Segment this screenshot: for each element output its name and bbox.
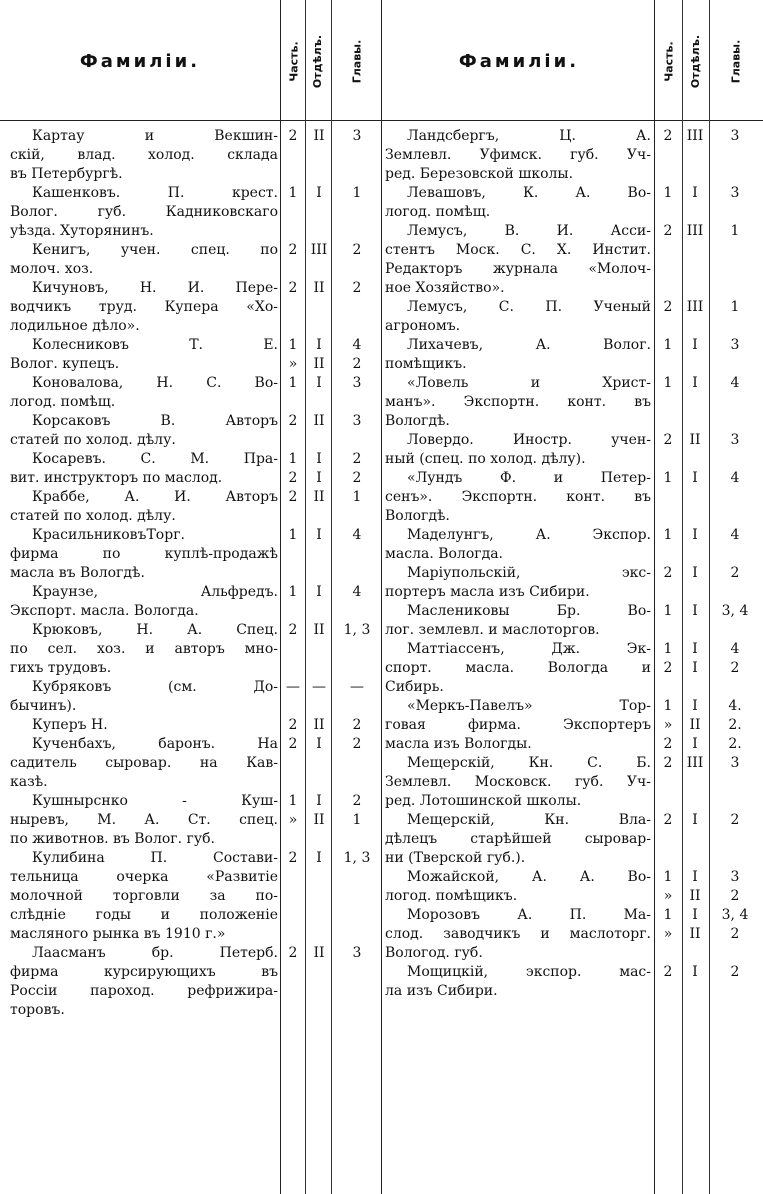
entry-text-line: Вологдѣ. bbox=[385, 508, 450, 524]
entry-text-line: водчикъ труд. Купера «Хо- bbox=[10, 299, 278, 315]
chapter-number: — bbox=[350, 679, 364, 695]
left-entry bbox=[10, 412, 362, 450]
dept-number: I bbox=[316, 527, 322, 543]
chapter-number: 1 bbox=[730, 223, 740, 239]
right-entry bbox=[385, 222, 740, 298]
entry-text-line: фирма по куплѣ-продажѣ bbox=[10, 546, 278, 562]
dept-number: II bbox=[313, 413, 325, 429]
entry-text-line: логод. помѣщ. bbox=[10, 394, 116, 410]
entry-text-line: портеръ масла изъ Сибири. bbox=[385, 584, 590, 600]
chapter-number: 1 bbox=[352, 489, 362, 505]
entry-text-line: Кичуновъ, Н. И. Пере- bbox=[32, 280, 278, 296]
left-entry bbox=[10, 184, 362, 241]
left-entry bbox=[10, 526, 362, 583]
entry-text-line: торовъ. bbox=[10, 1002, 65, 1018]
chapter-number: 2 bbox=[352, 470, 362, 486]
part-number: 2 bbox=[663, 964, 673, 980]
entry-text-line: Маслениковы Бр. Во- bbox=[407, 603, 651, 619]
left-chapter-header-text: Главы. bbox=[350, 39, 364, 83]
entry-text-line: ни (Тверской губ.). bbox=[385, 850, 526, 866]
left-dept-header bbox=[306, 5, 330, 117]
entry-text-line: молочной торговли за по- bbox=[10, 888, 278, 904]
entry-text-line: Косаревъ. С. М. Пра- bbox=[32, 451, 278, 467]
part-number: 2 bbox=[663, 565, 673, 581]
chapter-number: 2. bbox=[728, 736, 742, 752]
right-entry bbox=[385, 640, 740, 697]
entry-text-line: Краунзе, Альфредъ. bbox=[32, 584, 278, 600]
entry-text-line: масла въ Вологдѣ. bbox=[10, 565, 145, 581]
dept-number: I bbox=[316, 451, 322, 467]
chapter-number: 2. bbox=[728, 717, 742, 733]
right-part-header-text: Часть. bbox=[662, 40, 676, 82]
right-part-header bbox=[656, 5, 682, 117]
entry-text-line: помѣщикъ. bbox=[385, 356, 467, 372]
dept-number: I bbox=[692, 337, 698, 353]
part-number: 1 bbox=[663, 907, 673, 923]
part-number: 1 bbox=[663, 869, 673, 885]
entry-text-line: бычинъ). bbox=[10, 698, 77, 714]
part-number: 2 bbox=[663, 299, 673, 315]
left-entry bbox=[10, 127, 362, 184]
dept-number: I bbox=[316, 470, 322, 486]
left-entry bbox=[10, 583, 362, 621]
entry-text-line: слод. заводчикъ и маслоторг. bbox=[385, 926, 651, 942]
entry-text-line: Лихачевъ, А. Волог. bbox=[407, 337, 651, 353]
dept-number: II bbox=[313, 812, 325, 828]
part-number: 2 bbox=[288, 128, 298, 144]
left-entry bbox=[10, 678, 364, 716]
right-entry bbox=[385, 127, 740, 184]
left-part-header bbox=[283, 5, 305, 117]
entry-text-line: въ Петербургѣ. bbox=[10, 166, 123, 182]
dept-number: II bbox=[313, 717, 325, 733]
entry-text-line: Морозовъ А. П. Ма- bbox=[407, 907, 651, 923]
left-part-header-text: Часть. bbox=[287, 40, 301, 82]
chapter-number: 1 bbox=[352, 185, 362, 201]
chapter-number: 3, 4 bbox=[721, 907, 749, 923]
part-number: » bbox=[288, 356, 298, 372]
dept-number: I bbox=[316, 584, 322, 600]
dept-number: II bbox=[689, 717, 701, 733]
dept-number: I bbox=[316, 185, 322, 201]
chapter-number: 3 bbox=[352, 128, 362, 144]
entry-text-line: Маттіассенъ, Дж. Эк- bbox=[407, 641, 651, 657]
dept-number: II bbox=[313, 622, 325, 638]
left-name-header-text: Фамиліи. bbox=[79, 50, 201, 72]
entry-text-line: садитель сыровар. на Кав- bbox=[10, 755, 278, 771]
right-dept-header bbox=[683, 5, 709, 117]
right-entry bbox=[385, 336, 740, 374]
entry-text-line: Маріупольскій, экс- bbox=[407, 565, 651, 581]
rule-right-dept bbox=[709, 0, 710, 1194]
dept-number: I bbox=[692, 869, 698, 885]
dept-number: I bbox=[692, 812, 698, 828]
chapter-number: 2 bbox=[352, 451, 362, 467]
dept-number: I bbox=[692, 603, 698, 619]
right-entry bbox=[385, 963, 740, 1001]
part-number: » bbox=[663, 888, 673, 904]
entry-text-line: Кушнырснко - Куш- bbox=[32, 793, 278, 809]
entry-text-line: Землевл. Московск. губ. Уч- bbox=[385, 774, 651, 790]
part-number: 1 bbox=[663, 527, 673, 543]
entry-text-line: ное Хозяйство». bbox=[385, 280, 505, 296]
dept-number: I bbox=[692, 565, 698, 581]
left-entry bbox=[10, 792, 362, 849]
dept-number: I bbox=[692, 660, 698, 676]
entry-text-line: лодильное дѣло». bbox=[10, 318, 140, 334]
part-number: » bbox=[288, 812, 298, 828]
left-entry bbox=[10, 488, 362, 526]
entry-text-line: Мещерскій, Кн. С. Б. bbox=[407, 755, 651, 771]
part-number: 1 bbox=[663, 603, 673, 619]
entry-text-line: казѣ. bbox=[10, 774, 48, 790]
entry-text-line: ред. Лотошинской школы. bbox=[385, 793, 582, 809]
entry-text-line: Маделунгъ, А. Экспор. bbox=[407, 527, 651, 543]
entry-text-line: манъ». Экспортн. конт. въ bbox=[385, 394, 651, 410]
right-entry bbox=[385, 431, 740, 469]
entry-text-line: молоч. хоз. bbox=[10, 261, 94, 277]
entry-text-line: сенъ». Экспортн. конт. въ bbox=[385, 489, 651, 505]
dept-number: I bbox=[692, 964, 698, 980]
entry-text-line: масляного рынка въ 1910 г.» bbox=[10, 926, 226, 942]
part-number: 2 bbox=[663, 128, 673, 144]
entry-text-line: скій, влад. холод. склада bbox=[10, 147, 278, 163]
chapter-number: 2 bbox=[352, 356, 362, 372]
entry-text-line: Ловердо. Иностр. учен- bbox=[407, 432, 651, 448]
left-entry bbox=[10, 735, 362, 792]
dept-number: II bbox=[313, 128, 325, 144]
dept-number: II bbox=[689, 432, 701, 448]
entry-text-line: Кулибина П. Состави- bbox=[32, 850, 278, 866]
chapter-number: 4 bbox=[730, 527, 740, 543]
entry-text-line: Можайской, А. А. Во- bbox=[407, 869, 651, 885]
dept-number: I bbox=[692, 185, 698, 201]
entry-text-line: Редакторъ журнала «Молоч- bbox=[385, 261, 651, 277]
entry-text-line: ла изъ Сибири. bbox=[385, 983, 498, 999]
dept-number: II bbox=[313, 356, 325, 372]
dept-number: III bbox=[686, 128, 704, 144]
dept-number: III bbox=[686, 755, 704, 771]
left-entry bbox=[10, 374, 362, 412]
entry-text-line: Картау и Векшин- bbox=[32, 128, 278, 144]
part-number: 1 bbox=[288, 337, 298, 353]
entry-text-line: Кенигъ, учен. спец. по bbox=[32, 242, 278, 258]
chapter-number: 2 bbox=[352, 280, 362, 296]
dept-number: II bbox=[313, 280, 325, 296]
part-number: 1 bbox=[288, 527, 298, 543]
chapter-number: 2 bbox=[730, 565, 740, 581]
chapter-number: 1, 3 bbox=[343, 622, 371, 638]
part-number: 2 bbox=[663, 812, 673, 828]
entry-text-line: ред. Березовской школы. bbox=[385, 166, 574, 182]
part-number: 2 bbox=[288, 945, 298, 961]
dept-number: III bbox=[310, 242, 328, 258]
entry-text-line: Кубряковъ (см. До- bbox=[32, 679, 278, 695]
chapter-number: 1 bbox=[730, 299, 740, 315]
entry-text-line: вит. инструкторъ по маслод. bbox=[10, 470, 223, 486]
dept-number: III bbox=[686, 223, 704, 239]
entry-text-line: Вологдѣ. bbox=[385, 413, 450, 429]
right-chapter-header bbox=[712, 5, 760, 117]
left-entry bbox=[10, 336, 362, 374]
left-entry bbox=[10, 716, 362, 735]
chapter-number: 3 bbox=[730, 432, 740, 448]
chapter-number: 3 bbox=[730, 128, 740, 144]
right-dept-header-text: Отдѣлъ. bbox=[689, 34, 703, 88]
entry-text-line: статей по холод. дѣлу. bbox=[10, 508, 176, 524]
entry-text-line: Коновалова, Н. С. Во- bbox=[32, 375, 278, 391]
part-number: 1 bbox=[663, 185, 673, 201]
part-number: 2 bbox=[288, 850, 298, 866]
entry-text-line: дѣлецъ старѣйшей сыровар- bbox=[385, 831, 651, 847]
part-number: 2 bbox=[663, 736, 673, 752]
part-number: 2 bbox=[663, 432, 673, 448]
rule-right-part bbox=[682, 0, 683, 1194]
dept-number: I bbox=[692, 470, 698, 486]
entry-text-line: стентъ Моск. С. Х. Инстит. bbox=[385, 242, 651, 258]
chapter-number: 3 bbox=[352, 413, 362, 429]
chapter-number: 3 bbox=[352, 945, 362, 961]
chapter-number: 2 bbox=[730, 812, 740, 828]
entry-text-line: по животнов. въ Волог. губ. bbox=[10, 831, 215, 847]
right-name-header-text: Фамиліи. bbox=[458, 50, 580, 72]
entry-text-line: Кашенковъ. П. крест. bbox=[32, 185, 278, 201]
chapter-number: 4 bbox=[730, 375, 740, 391]
left-entry bbox=[10, 450, 362, 488]
dept-number: I bbox=[316, 850, 322, 866]
left-entry bbox=[10, 849, 371, 944]
chapter-number: 3 bbox=[352, 375, 362, 391]
part-number: 2 bbox=[288, 736, 298, 752]
part-number: 1 bbox=[288, 375, 298, 391]
entry-text-line: логод. помѣщ. bbox=[385, 204, 491, 220]
entry-text-line: тельница очерка «Развитіе bbox=[10, 869, 278, 885]
part-number: 2 bbox=[288, 489, 298, 505]
entry-text-line: спорт. масла. Вологда и bbox=[385, 660, 651, 676]
entry-text-line: логод. помѣщикъ. bbox=[385, 888, 518, 904]
entry-text-line: гихъ трудовъ. bbox=[10, 660, 112, 676]
chapter-number: 2 bbox=[352, 736, 362, 752]
entry-text-line: Лаасманъ бр. Петерб. bbox=[32, 945, 278, 961]
part-number: 2 bbox=[288, 470, 298, 486]
part-number: 1 bbox=[663, 698, 673, 714]
part-number: » bbox=[663, 926, 673, 942]
entry-text-line: Россіи пароход. рефрижира- bbox=[10, 983, 278, 999]
part-number: 2 bbox=[288, 242, 298, 258]
right-entry bbox=[385, 602, 749, 640]
right-column-entries bbox=[385, 127, 749, 1001]
entry-text-line: масла. Вологда. bbox=[385, 546, 504, 562]
chapter-number: 3 bbox=[730, 337, 740, 353]
dept-number: I bbox=[692, 907, 698, 923]
part-number: » bbox=[663, 717, 673, 733]
chapter-number: 4. bbox=[728, 698, 742, 714]
chapter-number: 3 bbox=[730, 869, 740, 885]
part-number: 1 bbox=[663, 641, 673, 657]
right-entry bbox=[385, 754, 740, 811]
part-number: 1 bbox=[288, 584, 298, 600]
right-entry bbox=[385, 526, 740, 564]
part-number: 1 bbox=[288, 793, 298, 809]
chapter-number: 4 bbox=[352, 584, 362, 600]
chapter-number: 2 bbox=[730, 926, 740, 942]
dept-number: III bbox=[686, 299, 704, 315]
part-number: 2 bbox=[288, 280, 298, 296]
entry-text-line: Экспорт. масла. Вологда. bbox=[10, 603, 199, 619]
right-entry bbox=[385, 906, 749, 963]
entry-text-line: Лемусъ, С. П. Ученый bbox=[407, 299, 651, 315]
part-number: 2 bbox=[663, 755, 673, 771]
entry-text-line: фирма курсирующихъ въ bbox=[10, 964, 278, 980]
part-number: 2 bbox=[663, 660, 673, 676]
part-number: 1 bbox=[288, 185, 298, 201]
dept-number: I bbox=[316, 337, 322, 353]
right-entry bbox=[385, 469, 740, 526]
chapter-number: 2 bbox=[730, 964, 740, 980]
chapter-number: 1 bbox=[352, 812, 362, 828]
entry-text-line: «Ловель и Христ- bbox=[407, 375, 651, 391]
right-name-header bbox=[384, 5, 654, 117]
left-dept-header-text: Отдѣлъ. bbox=[311, 34, 325, 88]
entry-text-line: говая фирма. Экспортеръ bbox=[385, 717, 651, 733]
entry-text-line: Сибирь. bbox=[385, 679, 444, 695]
entry-text-line: Колесниковъ Т. Е. bbox=[32, 337, 278, 353]
dept-number: II bbox=[689, 926, 701, 942]
entry-text-line: Мощицкій, экспор. мас- bbox=[407, 964, 651, 980]
chapter-number: 4 bbox=[352, 337, 362, 353]
dept-number: — bbox=[312, 679, 326, 695]
left-entry bbox=[10, 241, 362, 279]
part-number: 1 bbox=[663, 337, 673, 353]
entry-text-line: ный (спец. по холод. дѣлу). bbox=[385, 451, 586, 467]
chapter-number: 2 bbox=[730, 660, 740, 676]
dept-number: I bbox=[692, 698, 698, 714]
dept-number: II bbox=[313, 945, 325, 961]
part-number: 2 bbox=[288, 717, 298, 733]
chapter-number: 2 bbox=[352, 793, 362, 809]
entry-text-line: Землевл. Уфимск. губ. Уч- bbox=[385, 147, 651, 163]
entry-text-line: Лемусъ, В. И. Асси- bbox=[407, 223, 651, 239]
left-column-entries bbox=[10, 127, 371, 1020]
dept-number: II bbox=[313, 489, 325, 505]
part-number: 1 bbox=[663, 375, 673, 391]
rule-right-name bbox=[654, 0, 655, 1194]
right-entry bbox=[385, 697, 742, 754]
right-entry bbox=[385, 868, 740, 906]
entry-text-line: Ландсбергъ, Ц. А. bbox=[407, 128, 651, 144]
entry-text-line: агрономъ. bbox=[385, 318, 461, 334]
chapter-number: 1, 3 bbox=[343, 850, 371, 866]
part-number: 1 bbox=[288, 451, 298, 467]
entry-text-line: Кученбахъ, баронъ. На bbox=[32, 736, 278, 752]
dept-number: I bbox=[692, 736, 698, 752]
left-chapter-header bbox=[334, 5, 380, 117]
entry-text-line: Левашовъ, К. А. Во- bbox=[407, 185, 651, 201]
right-entry bbox=[385, 374, 740, 431]
entry-text-line: лог. землевл. и маслоторгов. bbox=[385, 622, 600, 638]
part-number: 2 bbox=[288, 622, 298, 638]
entry-text-line: ныревъ, М. А. Ст. спец. bbox=[10, 812, 278, 828]
entry-text-line: Корсаковъ В. Авторъ bbox=[32, 413, 278, 429]
chapter-number: 2 bbox=[352, 242, 362, 258]
chapter-number: 4 bbox=[730, 641, 740, 657]
part-number: 2 bbox=[663, 223, 673, 239]
entry-text-line: масла изъ Вологды. bbox=[385, 736, 532, 752]
right-entry bbox=[385, 298, 740, 336]
entry-text-line: Мещерскій, Кн. Вла- bbox=[407, 812, 651, 828]
chapter-number: 4 bbox=[730, 470, 740, 486]
dept-number: I bbox=[316, 736, 322, 752]
left-name-header bbox=[0, 5, 280, 117]
left-entry bbox=[10, 944, 362, 1020]
entry-text-line: Краббе, А. И. Авторъ bbox=[32, 489, 278, 505]
part-number: 1 bbox=[663, 470, 673, 486]
entry-text-line: слѣдніе годы и положеніе bbox=[10, 907, 278, 923]
part-number: — bbox=[286, 679, 300, 695]
entry-text-line: «Лундъ Ф. и Петер- bbox=[407, 470, 651, 486]
entry-text-line: Волог. губ. Кадниковскаго bbox=[10, 204, 278, 220]
dept-number: I bbox=[692, 641, 698, 657]
right-chapter-header-text: Главы. bbox=[729, 39, 743, 83]
entry-text-line: Вологод. губ. bbox=[385, 945, 483, 961]
part-number: 2 bbox=[288, 413, 298, 429]
chapter-number: 3, 4 bbox=[721, 603, 749, 619]
entry-text-line: КрасильниковъТорг. bbox=[32, 527, 185, 543]
right-entry bbox=[385, 564, 740, 602]
chapter-number: 3 bbox=[730, 185, 740, 201]
entry-text-line: Куперъ Н. bbox=[32, 717, 108, 733]
entry-text-line: по сел. хоз. и авторъ мно- bbox=[10, 641, 278, 657]
dept-number: I bbox=[692, 375, 698, 391]
chapter-number: 4 bbox=[352, 527, 362, 543]
left-entry bbox=[10, 279, 362, 336]
right-entry bbox=[385, 811, 740, 868]
entry-text-line: уѣзда. Хуторянинъ. bbox=[10, 223, 154, 239]
chapter-number: 2 bbox=[352, 717, 362, 733]
chapter-number: 3 bbox=[730, 755, 740, 771]
dept-number: I bbox=[692, 527, 698, 543]
chapter-number: 2 bbox=[730, 888, 740, 904]
dept-number: II bbox=[689, 888, 701, 904]
entry-text-line: «Меркъ-Павелъ» Тор- bbox=[407, 698, 651, 714]
right-entry bbox=[385, 184, 740, 222]
entry-text-line: статей по холод. дѣлу. bbox=[10, 432, 176, 448]
left-entry bbox=[10, 621, 371, 678]
entry-text-line: Волог. купецъ. bbox=[10, 356, 120, 372]
entry-text-line: Крюковъ, Н. А. Спец. bbox=[32, 622, 278, 638]
dept-number: I bbox=[316, 375, 322, 391]
dept-number: I bbox=[316, 793, 322, 809]
